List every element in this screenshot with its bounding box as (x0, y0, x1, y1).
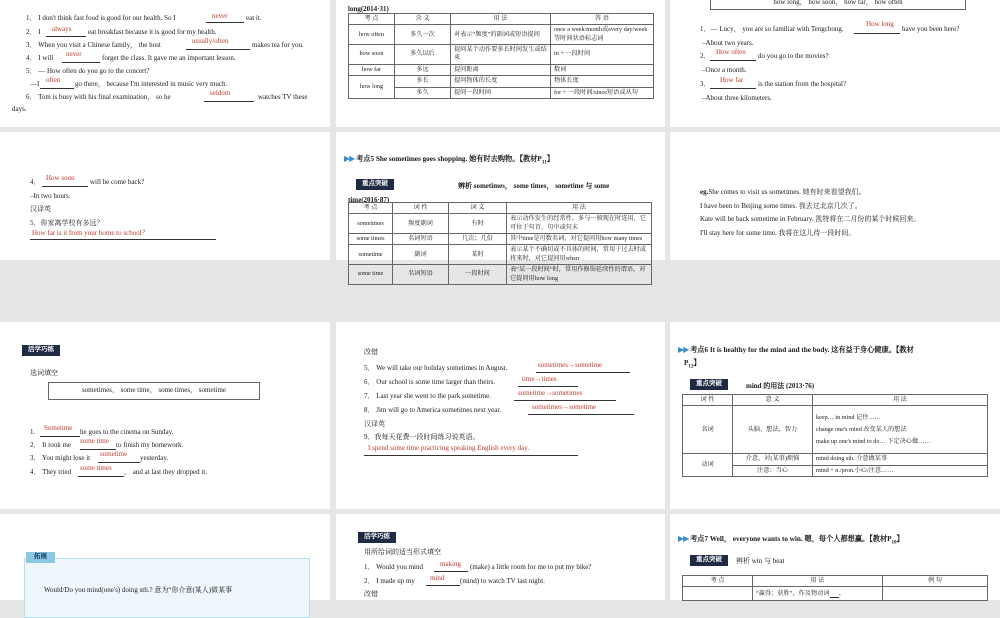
table-cell: sometime (349, 245, 393, 265)
exercise-line: eat breakfast because it is good for my health. (88, 28, 217, 36)
exercise-line: 6． Tom is busy with his final examination， so he (26, 93, 171, 101)
answer-text: sometime (100, 450, 128, 458)
key-point-badge: 重点突破 (690, 379, 728, 390)
answer-blank (854, 33, 900, 34)
exercise-line: 3． When you visit a Chinese family， the host (26, 41, 161, 49)
exercise-line: go there， because I'm interested in music very much. (75, 80, 228, 88)
table-cell (683, 587, 753, 601)
answer-blank (364, 455, 578, 456)
answer-text: always (52, 25, 72, 33)
answer-text: How often (716, 48, 746, 56)
point-title-cont: $P_{12}$】 (684, 359, 701, 370)
section-label: 改错 (364, 590, 378, 598)
table-cell: 对表示“频度”的副词或短语提问 (451, 25, 551, 45)
slide-mind-exercise[interactable] (336, 514, 665, 600)
table-cell: 提问距离 (451, 64, 551, 75)
exercise-line: have you been here? (902, 25, 960, 33)
section-label: 用所给词的适当形式填空 (364, 548, 441, 556)
answer-blank (46, 36, 86, 37)
double-arrow-icon: ▶▶ (344, 154, 355, 163)
table-header: 意 义 (733, 395, 813, 406)
exercise-line: 2． (700, 52, 711, 60)
table-cell: how long (349, 76, 395, 99)
table-cell (813, 406, 988, 454)
point-title: ▶▶ 考点6 It is healthy for the mind and the body. 这有益于身心健康。【教材 (678, 345, 914, 354)
answer-blank (434, 571, 468, 572)
usage-item: keep… in mind 记住…… (816, 414, 881, 422)
answer-blank (40, 436, 80, 437)
table-cell: “赢得；获胜”，作及物动词 ， (753, 587, 883, 601)
answer-text: sometimes→sometime (538, 361, 603, 369)
table-cell (883, 587, 988, 601)
table-row (349, 87, 654, 98)
table-cell: 名词短语 (393, 265, 449, 285)
exercise-line: —I (30, 80, 40, 88)
double-arrow-icon: ▶▶ (678, 345, 689, 354)
slide-how-questions-table[interactable] (336, 0, 665, 127)
table-cell: 提问某个动作要多长时间发生或结束 (451, 45, 551, 65)
table-header: 考 点 (349, 14, 395, 25)
exercise-line: 2． I (26, 28, 41, 36)
table-header: 用 法 (451, 14, 551, 25)
answer-text: often (46, 76, 61, 84)
table-row (683, 587, 988, 601)
table-header-row (349, 203, 652, 214)
word-options-box (710, 0, 966, 10)
table-cell: 物体长度 (551, 76, 654, 87)
answer-text: Sometime (44, 424, 73, 432)
answer-blank (78, 476, 124, 477)
exercise-line: 5． — How often do you go to the concert? (26, 67, 150, 75)
key-point-badge: 重点突破 (690, 555, 728, 566)
answer-text: never (66, 50, 82, 58)
table-cell: 头脑，想法，智力 (733, 406, 813, 454)
section-label: 汉译英 (30, 205, 51, 213)
table-cell: how far (349, 64, 395, 75)
table-cell: for + 一段时间/since短语或从句 (551, 87, 654, 98)
answer-text: never (212, 12, 228, 20)
answer-blank (536, 372, 630, 373)
table-header: 词 义 (449, 203, 507, 214)
exercise-line: 1． I don't think fast food is good for our health. So I (26, 14, 176, 22)
point-title: ▶▶ 考点5 She sometimes goes shopping. 她有时去购物。【教材$P_{31}$】 (344, 154, 554, 166)
answer-text: making (440, 560, 461, 568)
table-row (349, 214, 652, 234)
table-cell: 其中time是可数名词，对它提问用how many times (507, 234, 652, 245)
table-cell: 介意，对(某事)烦恼 (733, 454, 813, 465)
table-header: 答 语 (551, 14, 654, 25)
exercise-line: 5． We will take our holiday sometimes in August. (364, 364, 508, 372)
answer-text: How far is it from your home to school？ (32, 229, 149, 237)
answer-blank (514, 400, 616, 401)
double-arrow-icon: ▶▶ (678, 534, 689, 543)
answer-text: some times (80, 464, 112, 472)
slide-sometimes-table[interactable] (336, 132, 665, 282)
table-header-row (683, 395, 988, 406)
answer-blank (30, 239, 216, 240)
table-header: 用 法 (507, 203, 652, 214)
exercise-line: 3． You might lose it (30, 454, 91, 462)
slide-mind-usage[interactable] (670, 322, 1000, 509)
answer-blank (42, 186, 88, 187)
exercise-line: days. (12, 105, 27, 113)
table-cell: 名词 (683, 406, 733, 454)
table-cell: in + 一段时间 (551, 45, 654, 65)
exercise-line: 3． (700, 80, 711, 88)
win-beat-table (682, 575, 988, 601)
answer-text: usually/often (192, 37, 229, 45)
table-row (349, 245, 652, 265)
table-header: 考 点 (683, 576, 753, 587)
table-cell: 多长 (395, 76, 451, 87)
table-cell: how soon (349, 45, 395, 65)
exercise-line: 1. (30, 428, 36, 436)
exercise-line: is the station from the hospital? (758, 80, 847, 88)
example-line: Kate will be back sometime in February. 凯特将在二月份的某个时候回来。 (700, 215, 921, 223)
answer-blank (710, 88, 756, 89)
answer-blank (528, 414, 634, 415)
exercise-line: 2． I made up my (364, 577, 415, 585)
answer-text: How long (866, 20, 894, 28)
exercise-line: he goes to the cinema on Sunday. (80, 428, 174, 436)
table-header: 用 法 (753, 576, 883, 587)
table-cell: 注意；当心 (733, 465, 813, 476)
mind-usage-table (682, 394, 988, 477)
table-cell: 几次；几倍 (449, 234, 507, 245)
exercise-line: 8． Jim will go to America sometimes next year. (364, 406, 502, 414)
answer-blank (518, 386, 578, 387)
usage-item: change one's mind 改变某人的想法 (816, 425, 907, 433)
table-row (683, 454, 988, 465)
section-label: 改错 (364, 348, 378, 356)
table-cell: 多久一次 (395, 25, 451, 45)
extension-tab: 拓展 (26, 552, 55, 563)
table-cell: 提问一段时间 (451, 87, 551, 98)
word-options-box (48, 382, 260, 400)
answer-text: seldom (210, 89, 231, 97)
slide-adverbs-of-frequency-exercise[interactable] (0, 0, 330, 127)
exercise-line: (mind) to watch TV last night. (460, 577, 545, 585)
table-cell: 动词 (683, 454, 733, 477)
answer-text: time→times (522, 375, 557, 383)
exercise-line: forget the class. It gave me an important lesson. (102, 54, 236, 62)
table-cell: 表“某一段时间”时，常用作修饰延续性的谓语，对它提问用how long (507, 265, 652, 285)
answer-text: I spend some time practicing speaking English every day. (368, 444, 530, 452)
table-cell: sometimes (349, 214, 393, 234)
answer-blank (186, 49, 250, 50)
table-header: 考 点 (349, 203, 393, 214)
table-row (349, 234, 652, 245)
sometimes-table (348, 202, 652, 285)
table-header: 词 性 (683, 395, 733, 406)
answer-text: How soon (46, 174, 75, 182)
exercise-line: –Once a month. (702, 66, 747, 74)
slide-sometimes-examples[interactable] (670, 132, 1000, 260)
exam-reference: long(2014·31) (348, 5, 389, 13)
answer-blank (426, 585, 460, 586)
exercise-line: will he come back? (90, 178, 145, 186)
point-intro: 辨析 win 与 beat (736, 557, 785, 565)
exercise-line: eat it. (246, 14, 262, 22)
exercise-line: (make) a little room for me to put my bike? (470, 563, 592, 571)
exercise-line: yesterday. (140, 454, 169, 462)
practice-badge: 活学巧练 (22, 345, 60, 356)
practice-badge: 活学巧练 (358, 532, 396, 543)
table-cell: some times (349, 234, 393, 245)
exercise-line: makes tea for you. (252, 41, 304, 49)
exercise-line: 9．我每天花费一段时间练习说英语。 (364, 433, 480, 441)
table-header-row (683, 576, 988, 587)
table-cell: mind + n./pron.小心/注意…… (813, 465, 988, 476)
exercise-line: 5．你家离学校有多远？ (30, 219, 104, 227)
eg-label: eg. (700, 188, 709, 196)
table-cell: 副词 (393, 245, 449, 265)
exercise-line: 7． Last year she went to the park sometime. (364, 392, 491, 400)
table-row (349, 45, 654, 65)
section-label: 汉译英 (364, 420, 385, 428)
table-cell: 数词 (551, 64, 654, 75)
usage-item: make up one's mind to do… 下定决心做…… (816, 437, 931, 445)
table-cell: 表示动作发生的经常性。多与一般现在时连用，它可位于句首、句中或句末 (507, 214, 652, 234)
exercise-line: –About two years. (702, 39, 754, 47)
example-line: eg.She comes to visit us sometimes. 她有时来看望我们。 (700, 188, 866, 196)
table-cell: 多久以后 (395, 45, 451, 65)
table-cell: mind doing sth. 介意做某事 (813, 454, 988, 465)
exercise-line: ， and at last they dropped it. (124, 468, 208, 476)
answer-text: sometime→sometimes (518, 389, 583, 397)
exercise-line: 2． It took me (30, 441, 72, 449)
example-line: I have been to Beijing some times. 我去过北京几次了。 (700, 202, 862, 210)
point-intro: mind 的用法 (2013·76) (746, 382, 815, 390)
answer-blank (62, 62, 100, 63)
answer-text: sometimes→sometime (532, 403, 597, 411)
slide-sometimes-exercise[interactable] (0, 322, 330, 509)
table-cell: 多远 (395, 64, 451, 75)
table-header: 词 性 (393, 203, 449, 214)
exercise-line: –In two hours. (30, 192, 71, 200)
how-questions-table (348, 13, 654, 99)
table-cell: 某时 (449, 245, 507, 265)
exercise-line: 6． Our school is some time larger than theirs. (364, 378, 496, 386)
exercise-line: 1．— Lucy， you are so familiar with Tengchong. (700, 25, 844, 33)
slide-how-questions-exercise-2[interactable] (0, 132, 330, 260)
word-options: how long， how soon， how far， how often (773, 0, 903, 6)
table-row (349, 265, 652, 285)
table-cell: some time (349, 265, 393, 285)
exercise-line: 1． Would you mind (364, 563, 424, 571)
exercise-line: 4． (30, 178, 41, 186)
answer-blank (98, 462, 140, 463)
point-intro: 辨析 sometimes， some times， sometime 与 some (458, 182, 610, 190)
answer-blank (710, 60, 756, 61)
table-header: 用 法 (813, 395, 988, 406)
section-label: 选词填空 (30, 369, 58, 377)
table-header-row (349, 14, 654, 25)
slide-win-beat[interactable] (670, 514, 1000, 600)
point-intro-cont: time(2016·87) (348, 196, 390, 204)
key-point-badge: 重点突破 (356, 179, 394, 190)
answer-blank (204, 101, 254, 102)
answer-text: some time (80, 437, 109, 445)
table-row (349, 76, 654, 87)
answer-blank (40, 88, 74, 89)
slide-how-questions-exercise[interactable] (670, 0, 1000, 127)
table-row (349, 25, 654, 45)
table-row (683, 406, 988, 454)
exercise-line: do you go to the movies? (758, 52, 829, 60)
example-line: I'll stay here for some time. 我将在这儿待一段时间。 (700, 229, 856, 237)
exercise-line: 4． They tried (30, 468, 72, 476)
slide-mind-extension[interactable] (0, 514, 330, 600)
table-cell: 名词短语 (393, 234, 449, 245)
exercise-line: –About three kilometers. (702, 94, 772, 102)
word-options: sometimes， some time， some times， sometime (81, 386, 227, 394)
answer-blank (206, 22, 244, 23)
table-cell: 提问物体的长度 (451, 76, 551, 87)
table-cell: how often (349, 25, 395, 45)
answer-text: mind (430, 574, 445, 582)
table-cell: 表示某个不确切或不具体的时间，常用于过去时或将来时，对它提问用when (507, 245, 652, 265)
table-cell: 频度副词 (393, 214, 449, 234)
table-cell: once a week/month或every day/week等时间状语标志词 (551, 25, 654, 45)
answer-text: How far (720, 76, 744, 84)
exercise-line: watches TV these (258, 93, 308, 101)
exercise-line: 4． I will (26, 54, 54, 62)
point-title: ▶▶ 考点7 Well， everyone wants to win. 嗯，每个人都想赢。【教材$P_{10}$】 (678, 534, 904, 546)
extension-text: Would/Do you mind(one's) doing sth.? 意为“你介意(某人)做某事 (44, 586, 233, 594)
slide-sometimes-correction[interactable] (336, 322, 665, 509)
table-row (349, 64, 654, 75)
table-header: 例 句 (883, 576, 988, 587)
table-header: 含 义 (395, 14, 451, 25)
table-cell: 有时 (449, 214, 507, 234)
table-cell: 多久 (395, 87, 451, 98)
exercise-line: to finish my homework. (116, 441, 184, 449)
table-cell: 一段时间 (449, 265, 507, 285)
